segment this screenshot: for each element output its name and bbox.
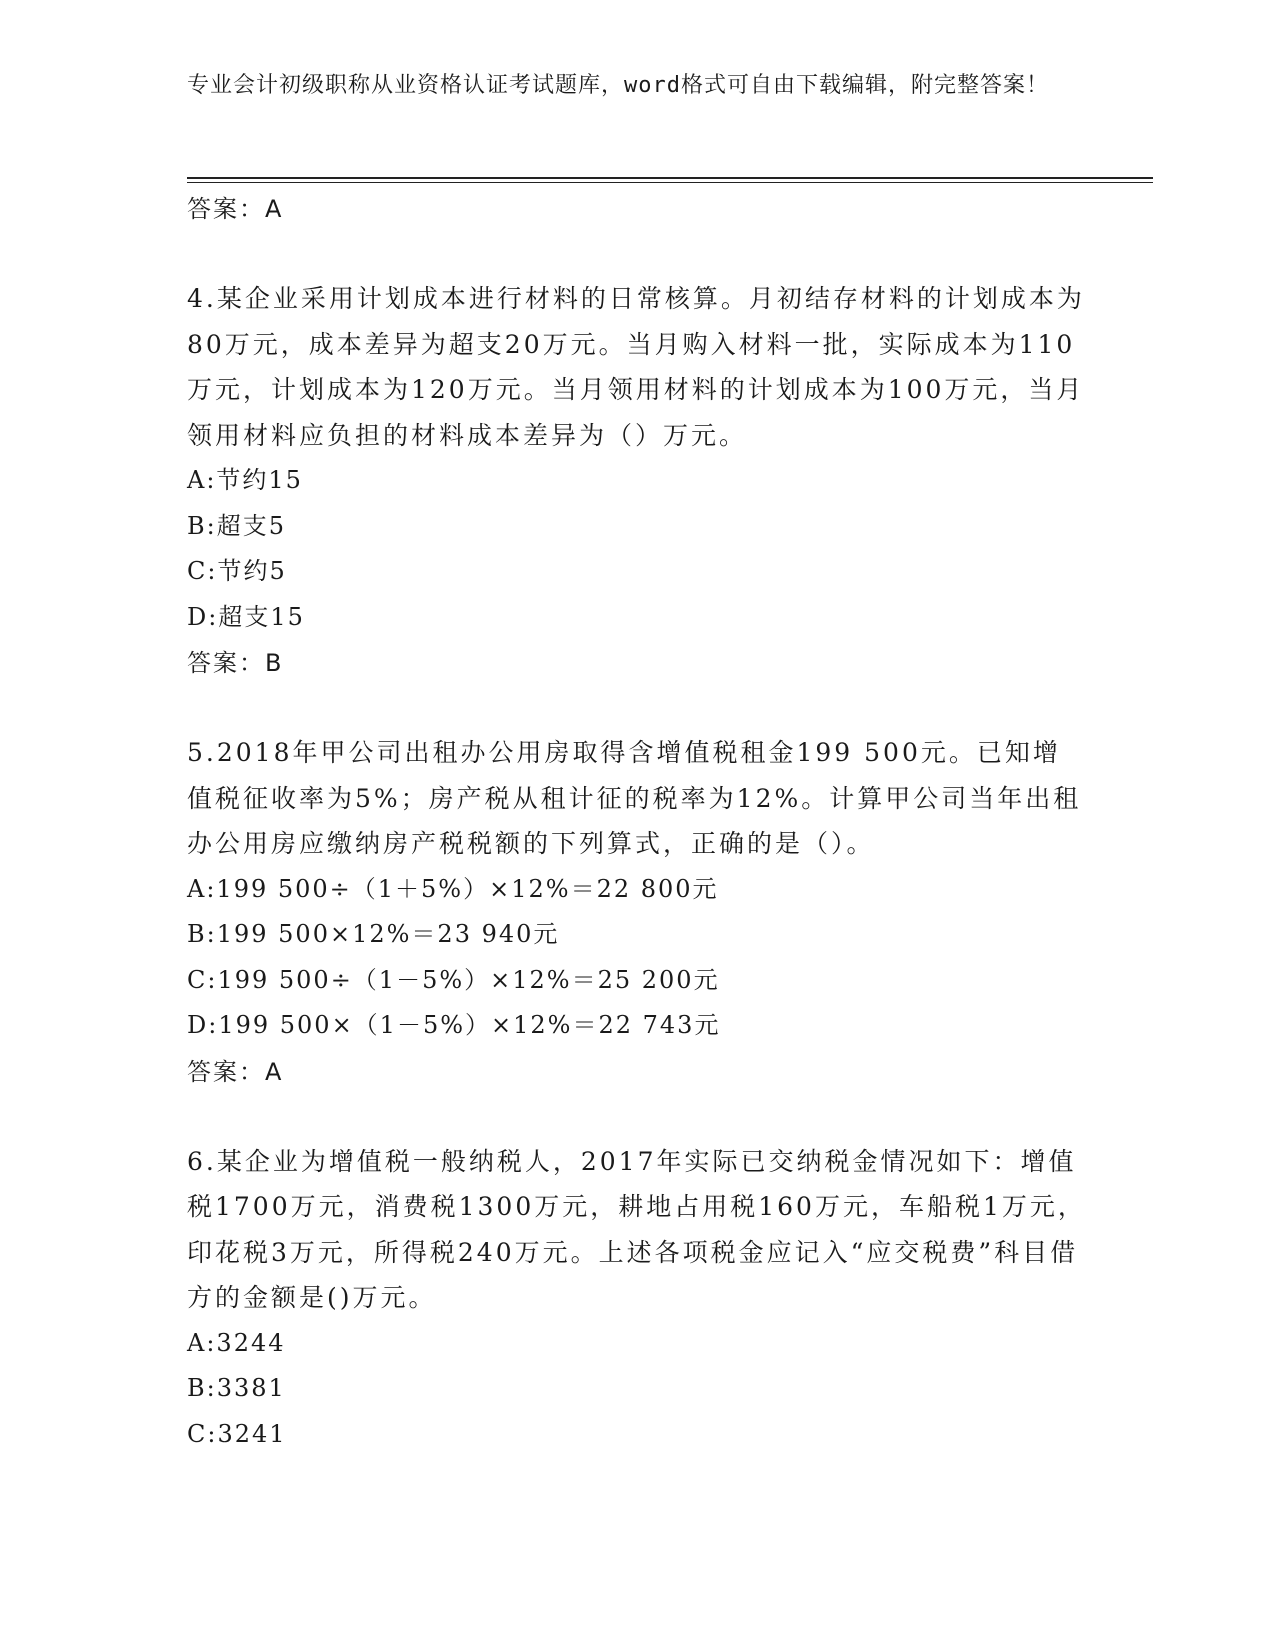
option-b: B:3381 [187,1374,286,1402]
header-rule-thin [187,182,1153,183]
option-a: A:3244 [187,1328,286,1357]
question-text: 5.2018年甲公司出租办公用房取得含增值税租金199 500元。已知增值税征收率为5%；房产税从租计征的税率为12%。计算甲公司当年出租办公用房应缴纳房产税税额的下列算式，正确的是（）。 [187,738,1082,858]
question-6 [187,1139,1087,1458]
question-text: 6.某企业为增值税一般纳税人，2017年实际已交纳税金情况如下：增值税1700万元，消费税1300万元，耕地占用税160万元，车船税1万元，印花税3万元，所得税240万元。上述各项税金应记入“应交税费”科目借方的金额是()万元。 [187,1146,1086,1312]
option-b: B:199 500×12%＝23 940元 [187,920,560,948]
option-a: A:节约15 [187,466,303,494]
option-c: C:节约5 [187,557,287,585]
question-text: 4.某企业采用计划成本进行材料的日常核算。月初结存材料的计划成本为80万元，成本差异为超支20万元。当月购入材料一批，实际成本为110万元，计划成本为120万元。当月领用材料的计划成本为100万元，当月领用材料应负担的材料成本差异为（）万元。 [187,284,1085,450]
header-rule-thick [187,177,1153,179]
answer-label: 答案：A [187,195,284,223]
option-d: D:199 500×（1－5%）×12%＝22 743元 [187,1011,721,1039]
answer-label: 答案：A [187,1057,284,1086]
option-a: A:199 500÷（1＋5%）×12%＝22 800元 [187,874,719,903]
question-4 [187,276,1087,686]
option-d: D:超支15 [187,602,305,631]
answer-label: 答案：B [187,649,284,677]
option-c: C:199 500÷（1－5%）×12%＝25 200元 [187,965,720,994]
question-list [187,186,1087,1457]
option-b: B:超支5 [187,511,286,540]
document-header: 专业会计初级职称从业资格认证考试题库，word格式可自由下载编辑，附完整答案！ [187,73,1049,98]
option-c: C:3241 [187,1419,287,1448]
question-5 [187,730,1087,1095]
